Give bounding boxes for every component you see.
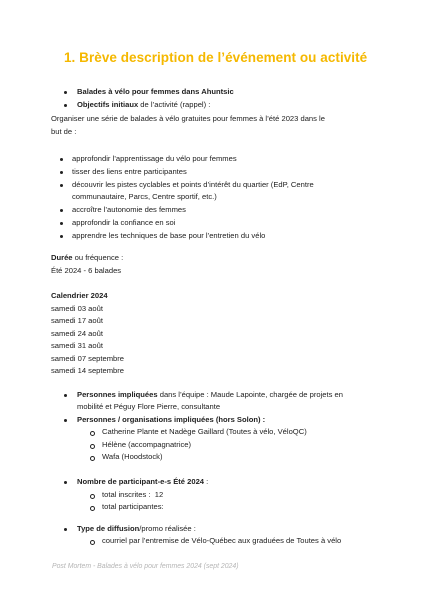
top-bullet-2 — [77, 100, 210, 110]
bullet-dot-icon — [60, 235, 63, 238]
diffusion-rest: /promo réalisée : — [139, 524, 196, 533]
objective-item: approfondir l’apprentissage du vélo pour femmes — [72, 154, 237, 163]
bullet-dot-icon — [64, 481, 67, 484]
bullet-dot-icon — [64, 419, 67, 422]
bullet-dot-icon — [60, 171, 63, 174]
calendar-heading — [51, 291, 108, 301]
bullet-dot-icon — [60, 184, 63, 187]
objective-item: accroître l’autonomie des femmes — [72, 205, 186, 214]
bullet-dot-icon — [64, 528, 67, 531]
organisation-item: Wafa (Hoodstock) — [102, 452, 163, 461]
objective-item: tisser des liens entre participantes — [72, 167, 187, 176]
calendar-date: samedi 14 septembre — [51, 366, 125, 375]
duration-label-rest: ou fréquence : — [72, 253, 124, 262]
page-footer: Post Mortem - Balades à vélo pour femmes 2024 (sept 2024) — [52, 563, 239, 570]
people-bullet — [77, 390, 343, 400]
bullet-circle-icon — [90, 444, 95, 449]
top-bullet-1-bold: Balades à vélo pour femmes dans Ahuntsic — [77, 87, 234, 96]
calendar-date: samedi 31 août — [51, 341, 103, 350]
intro-line-2: but de : — [51, 127, 77, 136]
bullet-dot-icon — [60, 222, 63, 225]
participants-attended: total participantes: — [102, 502, 164, 511]
bullet-circle-icon — [90, 494, 95, 499]
bullet-dot-icon — [60, 158, 63, 161]
organisation-item: Hélène (accompagnatrice) — [102, 440, 192, 449]
participants-bullet — [77, 477, 208, 487]
duration-label: Durée — [51, 253, 73, 262]
people-bold-1: Personnes impliquées — [77, 390, 158, 399]
calendar-date: samedi 07 septembre — [51, 354, 125, 363]
duration-value: Été 2024 - 6 balades — [51, 266, 122, 275]
objective-item-continued: communautaire, Parcs, Centre sportif, etc.) — [72, 192, 217, 201]
calendar-date: samedi 17 août — [51, 316, 103, 325]
duration-heading — [51, 253, 123, 263]
bullet-circle-icon — [90, 506, 95, 511]
participants-registered: total inscrites : 12 — [102, 490, 164, 499]
bullet-dot-icon — [64, 394, 67, 397]
people-line-2: mobilité et Péguy Flore Pierre, consultante — [77, 402, 221, 411]
top-bullet-1 — [77, 87, 234, 97]
bullet-dot-icon — [64, 104, 67, 107]
people-rest-1: dans l’équipe : Maude Lapointe, chargée de projets en — [157, 390, 343, 399]
calendar-date: samedi 24 août — [51, 329, 103, 338]
objective-item: découvrir les pistes cyclables et points d’intérêt du quartier (EdP, Centre — [72, 180, 314, 189]
organisations-bullet — [77, 415, 265, 425]
people-bold-2: Personnes / organisations impliquées (hors Solon) : — [77, 415, 266, 424]
organisation-item: Catherine Plante et Nadège Gaillard (Toutes à vélo, VéloQC) — [102, 427, 307, 436]
top-bullet-2-rest: de l’activité (rappel) : — [138, 100, 211, 109]
participants-rest: : — [204, 477, 209, 486]
bullet-circle-icon — [90, 456, 95, 461]
participants-bold: Nombre de participant-e-s Été 2024 — [77, 477, 205, 486]
section-title: 1. Brève description de l’événement ou activité — [64, 50, 368, 65]
bullet-circle-icon — [90, 540, 95, 545]
objective-item: apprendre les techniques de base pour l’entretien du vélo — [72, 231, 266, 240]
diffusion-bold: Type de diffusion — [77, 524, 140, 533]
bullet-dot-icon — [60, 209, 63, 212]
intro-line-1: Organiser une série de balades à vélo gratuites pour femmes à l’été 2023 dans le — [51, 114, 325, 123]
calendar-date: samedi 03 août — [51, 304, 103, 313]
bullet-circle-icon — [90, 431, 95, 436]
objective-item: approfondir la confiance en soi — [72, 218, 176, 227]
calendar-label: Calendrier 2024 — [51, 291, 108, 300]
diffusion-bullet — [77, 524, 196, 534]
top-bullet-2-bold: Objectifs initiaux — [77, 100, 139, 109]
diffusion-item: courriel par l’entremise de Vélo-Québec aux graduées de Toutes à vélo — [102, 536, 342, 545]
bullet-dot-icon — [64, 91, 67, 94]
